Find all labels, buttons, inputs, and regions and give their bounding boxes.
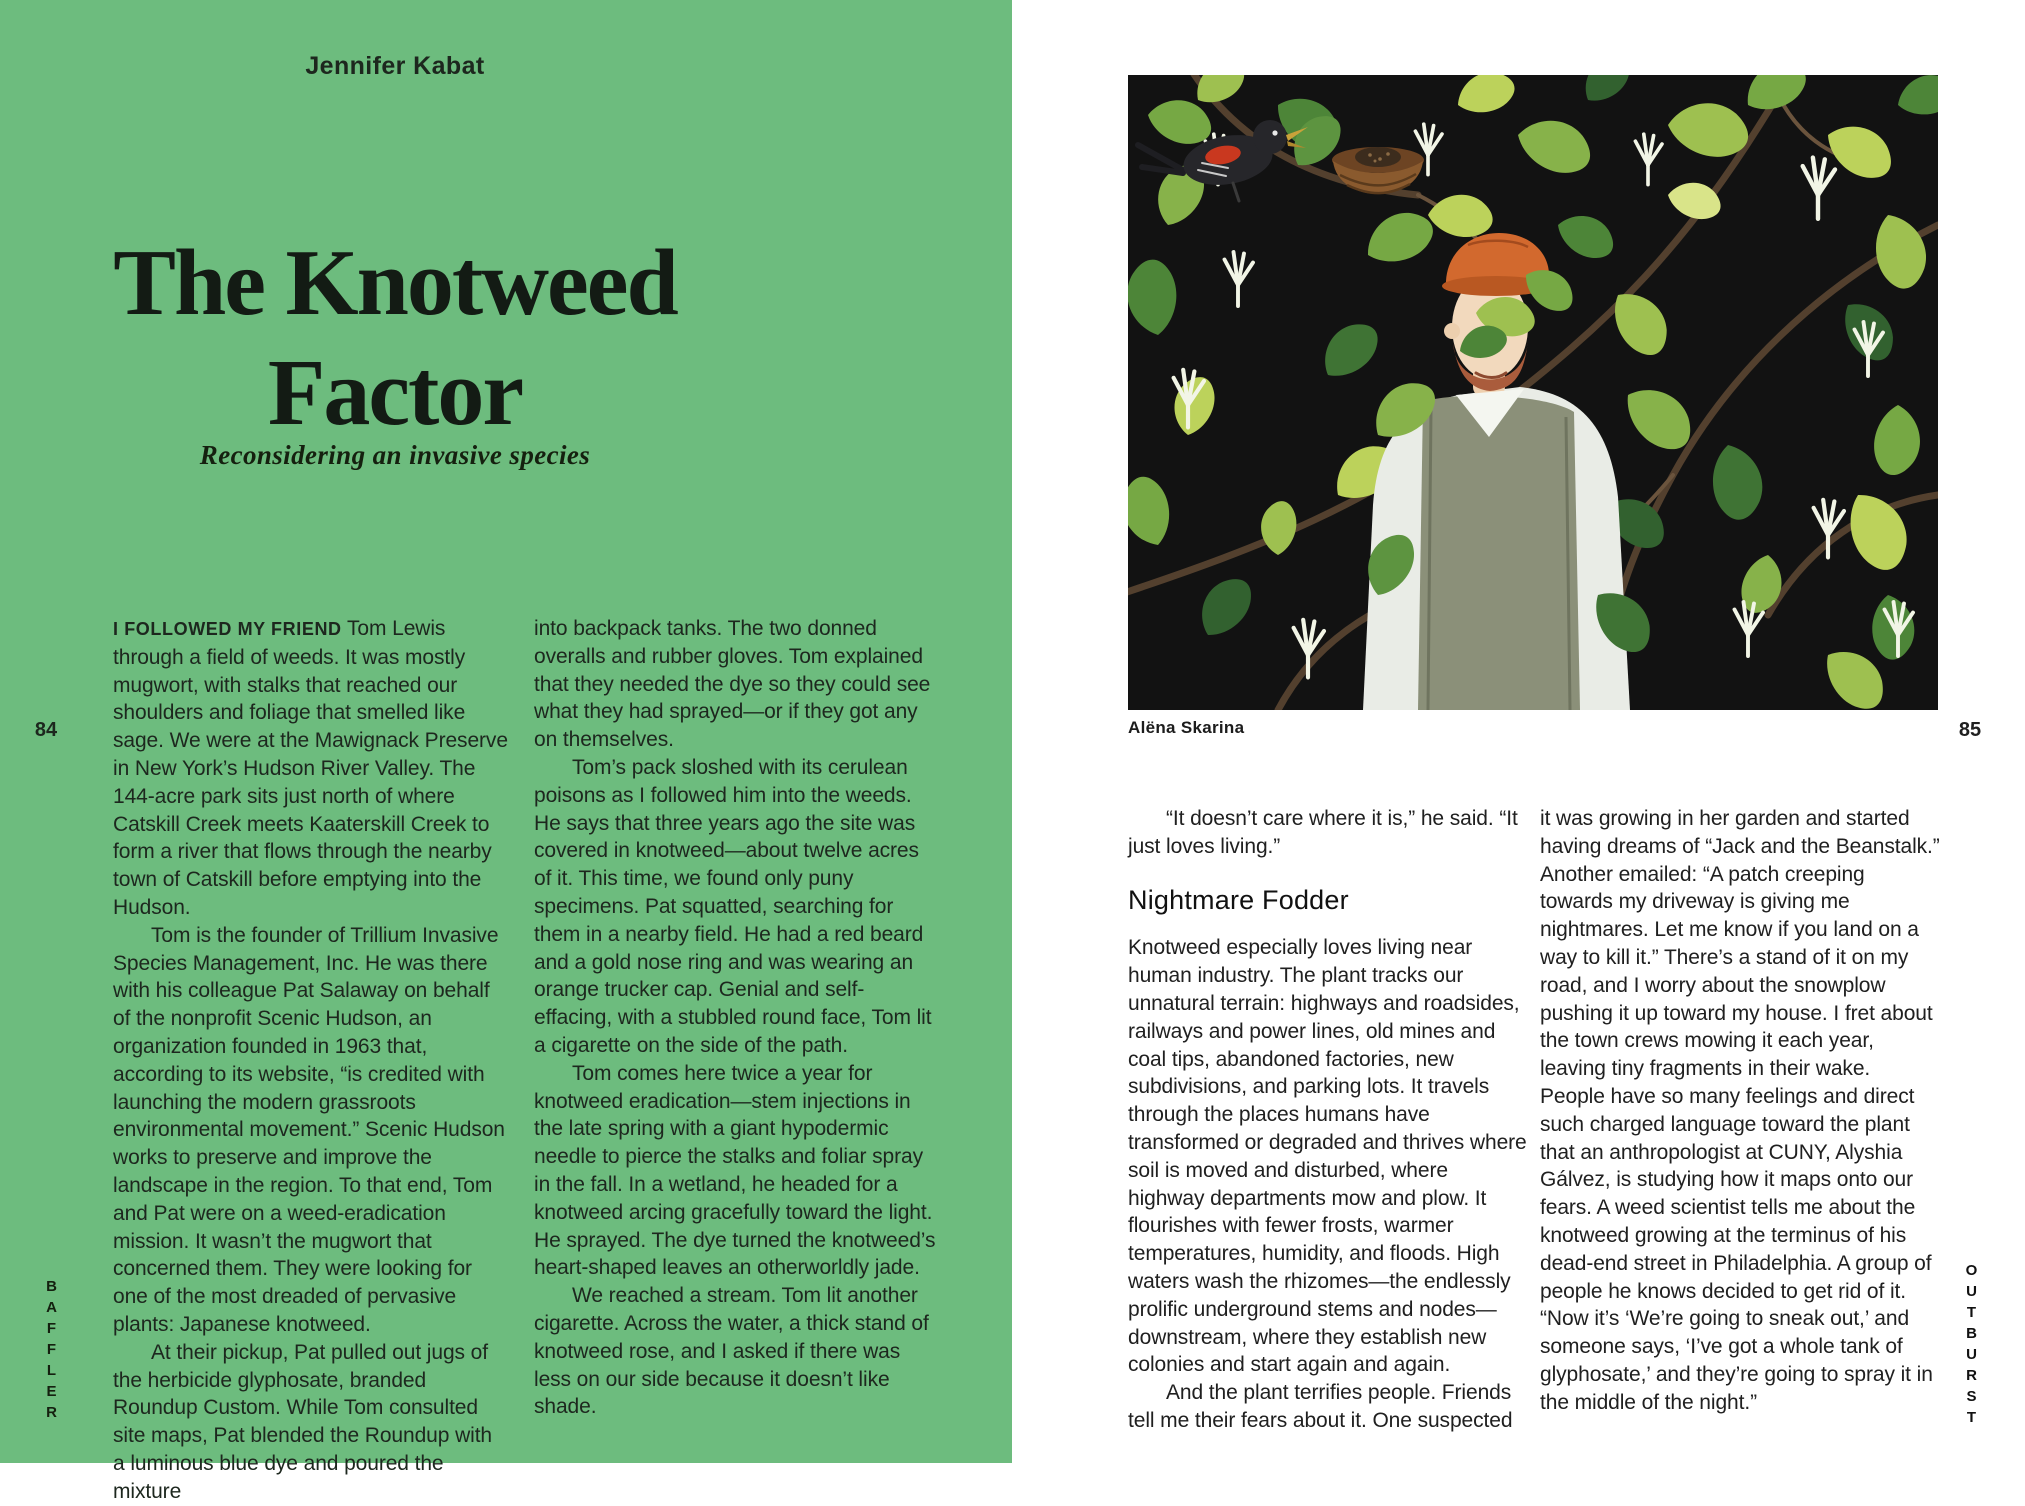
article-title-line1: The Knotweed — [113, 231, 677, 335]
article-subtitle: Reconsidering an invasive species — [199, 440, 591, 470]
article-title-line2: Factor — [267, 341, 523, 445]
spine-text-baffler: BAFFLER — [43, 1278, 60, 1425]
paragraph — [113, 615, 509, 922]
left-page-column-2 — [534, 615, 936, 1421]
paragraph: it was growing in her garden and started having dreams of “Jack and the Beanstalk.” Another emailed: “A patch creeping towards my driveway is giving me nightmares. Let me know if you land on a way to kill it.” There’s a stand of it on my road, and I worry about the snowplow pushing it up toward my house. I fret about the town crews mowing it each year, leaving tiny fragments in their wake. People have so many feelings and direct such charged language toward the plant that an anthropologist at CUNY, Alyshia Gálvez, is studying how it maps onto our fears. A weed scientist tells me about the knotweed growing at the terminus of his dead-end street in Philadelphia. A group of people he knows decided to get rid of it. “Now it’s ‘We’re going to sneak out,’ and someone says, ‘I’ve got a whole tank of glyphosate,’ and they’re going to spray it in the middle of the night.” — [1540, 807, 1940, 1414]
page-number-right: 85 — [1958, 719, 1982, 741]
paragraph: We reached a stream. Tom lit another cigarette. Across the water, a thick stand of knotweed rose, and I asked if there was less on our side because it doesn’t like shade. — [534, 1284, 929, 1419]
paragraph: Tom comes here twice a year for knotweed eradication—stem injections in the late spring with a giant hypodermic needle to pierce the stalks and foliar spray in the fall. In a wetland, he headed for a knotweed arcing gracefully toward the light. He sprayed. The dye turned the knotweed’s heart-shaped leaves an otherworldly jade. — [534, 1061, 936, 1280]
right-page-column-1 — [1128, 805, 1528, 1435]
illustration-credit: Alëna Skarina — [1128, 718, 1245, 737]
article-title — [0, 228, 790, 448]
paragraph: Knotweed especially loves living near human industry. The plant tracks our unnatural terrain: highways and roadsides, railways and power lines, old mines and coal tips, abandoned factories, new subdivisions, and parking lots. It travels through the places humans have transformed or degraded and thrives where soil is moved and disturbed, where highway departments mow and plow. It flourishes with fewer frosts, warmer temperatures, humidity, and floods. High waters wash the rhizomes—the endlessly prolific underground stems and nodes—downstream, where they establish new colonies and start again and again. — [1128, 936, 1527, 1377]
paragraph: into backpack tanks. The two donned overalls and rubber gloves. Tom explained that they needed the dye so they could see what they had sprayed—or if they got any on themselves. — [534, 617, 931, 752]
right-page — [1012, 0, 2025, 1463]
author-byline: Jennifer Kabat — [305, 52, 485, 80]
paragraph: And the plant terrifies people. Friends tell me their fears about it. One suspected — [1128, 1381, 1513, 1432]
section-heading: Nightmare Fodder — [1128, 884, 1349, 915]
left-page — [0, 0, 1012, 1503]
paragraph-text: Tom Lewis through a field of weeds. It was mostly mugwort, with stalks that reached our shoulders and foliage that smelled like sage. We were at the Mawignack Preserve in New York’s Hudson River Valley. The 144-acre park sits just north of where Catskill Creek meets Kaaterskill Creek to form a river that flows through the nearby town of Catskill before emptying into the Hudson. — [113, 617, 508, 919]
page-number-left: 84 — [34, 719, 58, 741]
spine-text-outburst: OUTBURST — [1963, 1262, 1980, 1430]
paragraph: At their pickup, Pat pulled out jugs of the herbicide glyphosate, branded Roundup Custom. While Tom consulted site maps, Pat blended the Roundup with a luminous blue dye and poured the mixture — [113, 1340, 493, 1503]
quote-paragraph: “It doesn’t care where it is,” he said. “It just loves living.” — [1128, 807, 1518, 858]
paragraph: Tom’s pack sloshed with its cerulean poisons as I followed him into the weeds. He says that three years ago the site was covered in knotweed—about twelve acres of it. This time, we found only puny specimens. Pat squatted, searching for them in a nearby field. He had a red beard and a gold nose ring and was wearing an orange trucker cap. Genial and self-effacing, with a stubbled round face, Tom lit a cigarette on the side of the path. — [534, 755, 932, 1057]
paragraph: Tom is the founder of Trillium Invasive Species Management, Inc. He was there with his colleague Pat Salaway on behalf of the nonprofit Scenic Hudson, an organization founded in 1963 that, according to its website, “is credited with launching the modern grassroots environmental movement.” Scenic Hudson works to preserve and improve the landscape in the region. To that end, Tom and Pat were on a weed-eradication mission. It wasn’t the mugwort that concerned them. They were looking for one of the most dreaded of pervasive plants: Japanese knotweed. — [113, 923, 505, 1336]
lead-in-text: I FOLLOWED MY FRIEND — [113, 619, 342, 639]
right-page-column-2 — [1540, 805, 1940, 1417]
left-page-column-1 — [113, 615, 509, 1506]
knotweed-illustration — [1128, 75, 1938, 710]
